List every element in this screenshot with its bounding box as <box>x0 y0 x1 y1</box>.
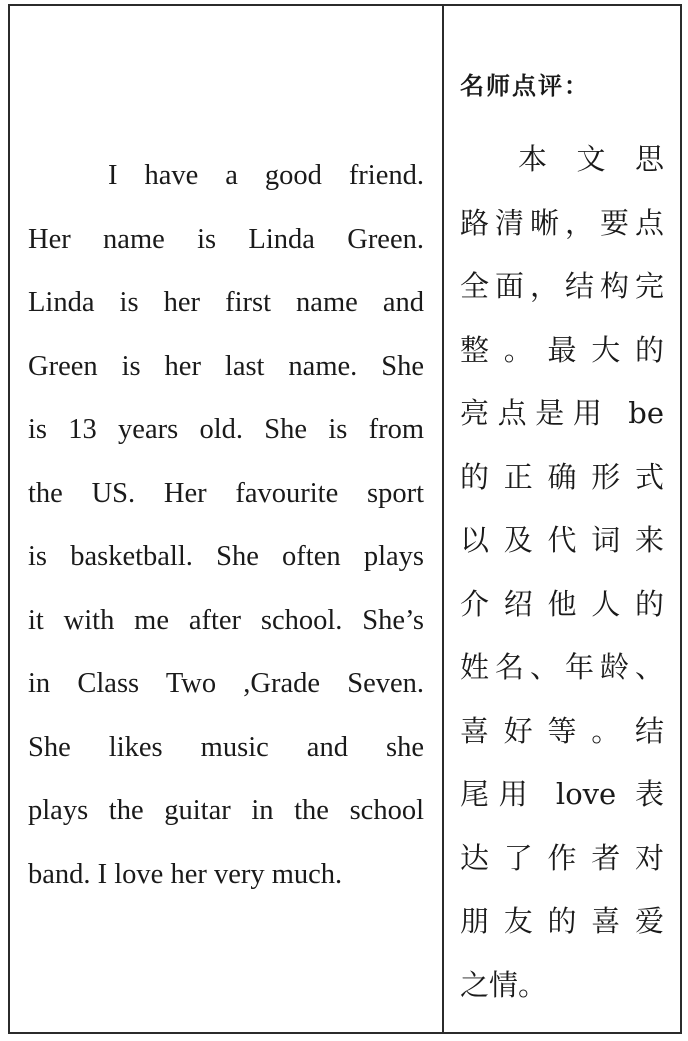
essay-line: is basketball. She often plays <box>28 541 424 572</box>
comment-line: 本 文 思 <box>518 142 664 176</box>
essay-line: plays the guitar in the school <box>28 795 424 826</box>
comment-line: 朋友的喜爱 <box>460 904 664 938</box>
comment-line: 整。最大的 <box>460 332 664 367</box>
essay-column <box>10 6 444 1032</box>
essay-line: is 13 years old. She is from <box>28 414 424 445</box>
comment-line: 姓名、年龄、 <box>460 650 664 684</box>
essay-line: in Class Two ,Grade Seven. <box>28 668 424 699</box>
comment-column <box>444 6 680 1032</box>
essay-line: Green is her last name. She <box>28 350 424 382</box>
essay-line: I have a good friend. <box>108 160 424 191</box>
comment-line: 亮点是用 be <box>460 396 664 430</box>
essay-line: it with me after school. She’s <box>28 604 424 636</box>
comment-line: 达了作者对 <box>460 840 664 875</box>
comment-line: 喜好等。结 <box>460 713 664 748</box>
comment-line: 全面，结构完 <box>460 269 664 303</box>
comment-line: 尾用 love 表 <box>460 777 664 811</box>
comment-line: 之情。 <box>460 967 548 1002</box>
essay-line: Her name is Linda Green. <box>28 223 424 255</box>
comment-line: 以及代词来 <box>460 523 664 557</box>
comment-line: 的正确形式 <box>460 459 664 494</box>
comment-title: 名师点评： <box>460 72 590 100</box>
comment-line: 路清晰，要点 <box>460 205 664 240</box>
document-frame <box>8 4 682 1034</box>
essay-line: band. I love her very much. <box>28 858 343 890</box>
essay-line: She likes music and she <box>28 731 424 763</box>
comment-line: 介绍他人的 <box>460 586 664 621</box>
essay-line: the US. Her favourite sport <box>28 477 424 509</box>
essay-line: Linda is her first name and <box>28 287 424 318</box>
